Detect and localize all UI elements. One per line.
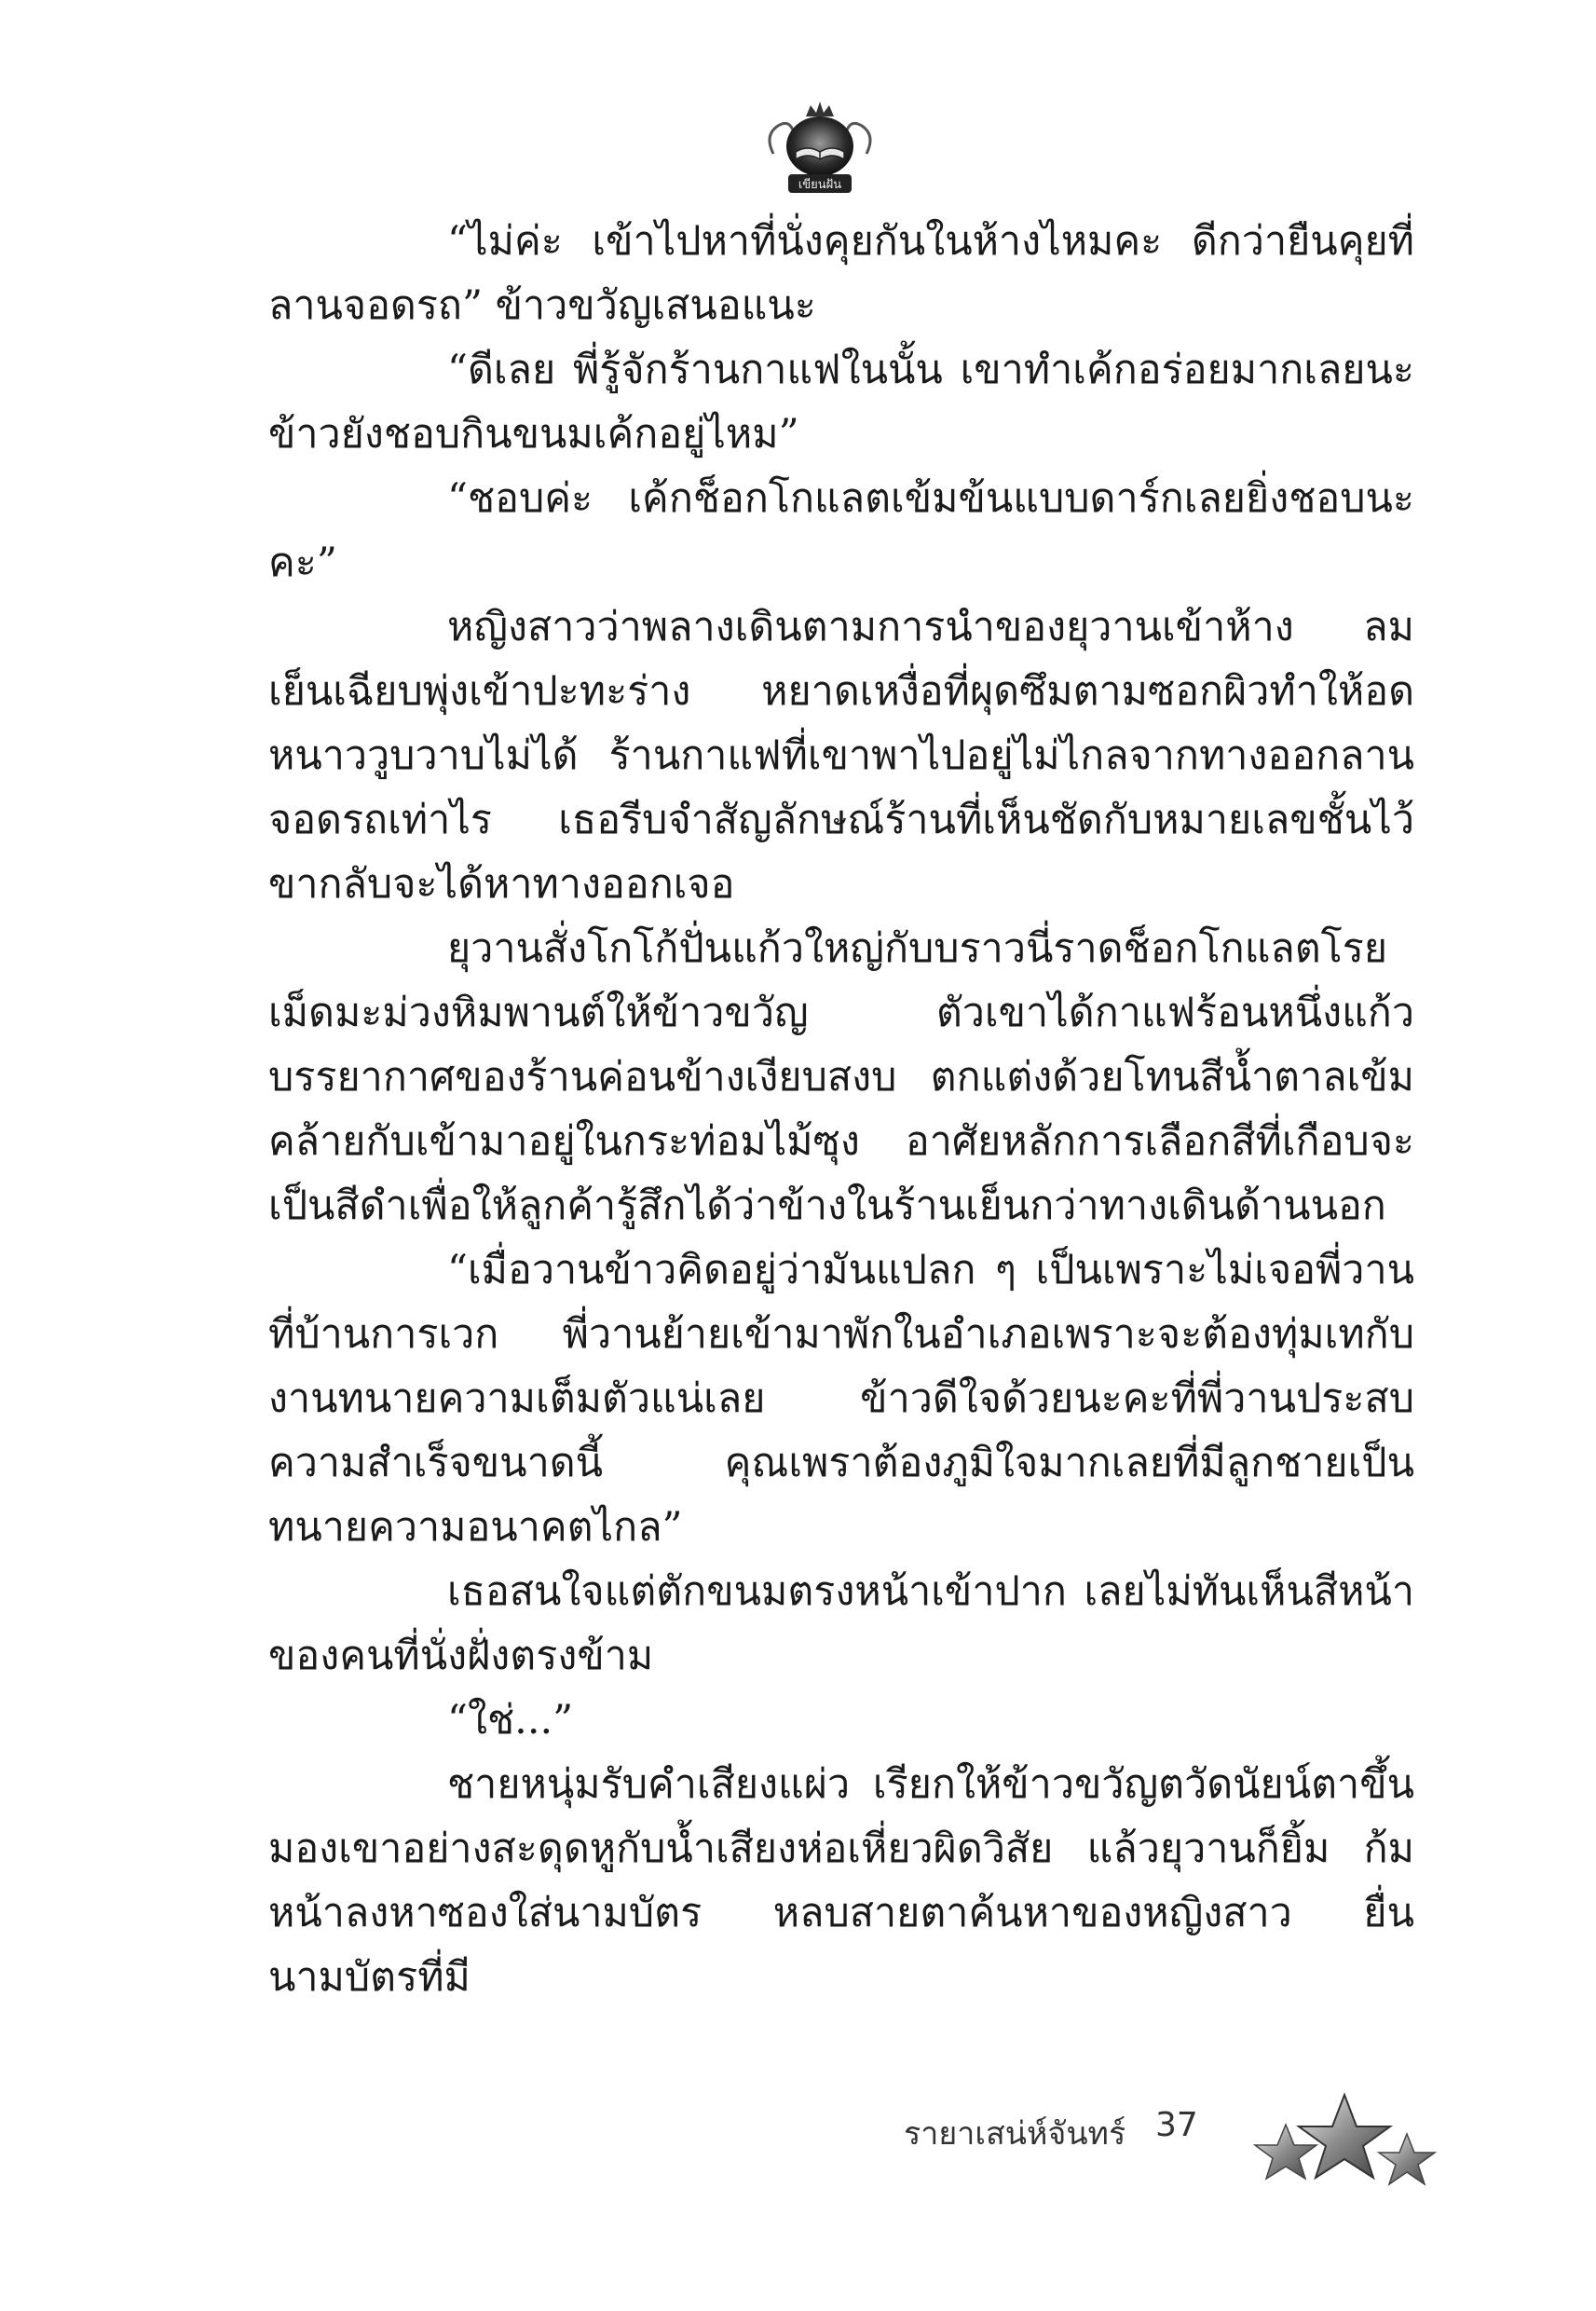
paragraph: “ไม่ค่ะ เข้าไปหาที่นั่งคุยกันในห้างไหมคะ ดีกว่ายืนคุยที่ลานจอดรถ” ข้าวขวัญเสนอแนะ bbox=[268, 218, 1414, 329]
paragraph: “ชอบค่ะ เค้กช็อกโกแลตเข้มข้นแบบดาร์กเลยยิ่งชอบนะคะ” bbox=[268, 475, 1414, 586]
paragraph: “เมื่อวานข้าวคิดอยู่ว่ามันแปลก ๆ เป็นเพราะไม่เจอพี่วานที่บ้านการเวก พี่วานย้ายเข้ามาพักในอำเภอเพราะจะต้องทุ่มเทกับงานทนายความเต็มตัวแน่เลย ข้าวดีใจด้วยนะคะที่พี่วานประสบความสำเร็จขนาดนี้ คุณเพราต้องภูมิใจมากเลยที่มีลูกชายเป็นทนายความอนาคตไกล” bbox=[268, 1247, 1414, 1551]
paragraph: “ดีเลย พี่รู้จักร้านกาแฟในนั้น เขาทำเค้กอร่อยมากเลยนะ ข้าวยังชอบกินขนมเค้กอยู่ไหม” bbox=[268, 347, 1414, 458]
stars-ornament-icon bbox=[1244, 2087, 1444, 2208]
header-logo bbox=[764, 98, 876, 200]
page-footer bbox=[0, 2087, 1596, 2208]
book-ornament-icon bbox=[764, 98, 876, 200]
paragraph: เธอสนใจแต่ตักขนมตรงหน้าเข้าปาก เลยไม่ทันเห็นสีหน้าของคนที่นั่งฝั่งตรงข้าม bbox=[268, 1568, 1414, 1679]
paragraph: ชายหนุ่มรับคำเสียงแผ่ว เรียกให้ข้าวขวัญตวัดนัยน์ตาขึ้นมองเขาอย่างสะดุดหูกับน้ำเสียงห่อเหี่ยวผิดวิสัย แล้วยุวานก็ยิ้ม ก้มหน้าลงหาซองใส่นามบัตร หลบสายตาค้นหาของหญิงสาว ยื่นนามบัตรที่มี bbox=[268, 1761, 1414, 2001]
paragraph: หญิงสาวว่าพลางเดินตามการนำของยุวานเข้าห้าง ลมเย็นเฉียบพุ่งเข้าปะทะร่าง หยาดเหงื่อที่ผุดซึมตามซอกผิวทำให้อดหนาววูบวาบไม่ได้ ร้านกาแฟที่เขาพาไปอยู่ไม่ไกลจากทางออกลานจอดรถเท่าไร เธอรีบจำสัญลักษณ์ร้านที่เห็นชัดกับหมายเลขชั้นไว้ ขากลับจะได้หาทางออกเจอ bbox=[268, 604, 1414, 908]
logo-text: เขียนฝัน bbox=[798, 178, 842, 192]
body-text bbox=[268, 210, 1414, 2010]
page-number: 37 bbox=[1155, 2106, 1198, 2144]
book-title: รายาเสน่ห์จันทร์ bbox=[904, 2115, 1126, 2153]
paragraph: “ใช่...” bbox=[447, 1697, 574, 1744]
paragraph: ยุวานสั่งโกโก้ปั่นแก้วใหญ่กับบราวนี่ราดช็อกโกแลตโรยเม็ดมะม่วงหิมพานต์ให้ข้าวขวัญ ตัวเขาได้กาแฟร้อนหนึ่งแก้ว บรรยากาศของร้านค่อนข้างเงียบสงบ ตกแต่งด้วยโทนสีน้ำตาลเข้มคล้ายกับเข้ามาอยู่ในกระท่อมไม้ซุง อาศัยหลักการเลือกสีที่เกือบจะเป็นสีดำเพื่อให้ลูกค้ารู้สึกได้ว่าข้างในร้านเย็นกว่าทางเดินด้านนอก bbox=[268, 925, 1414, 1229]
